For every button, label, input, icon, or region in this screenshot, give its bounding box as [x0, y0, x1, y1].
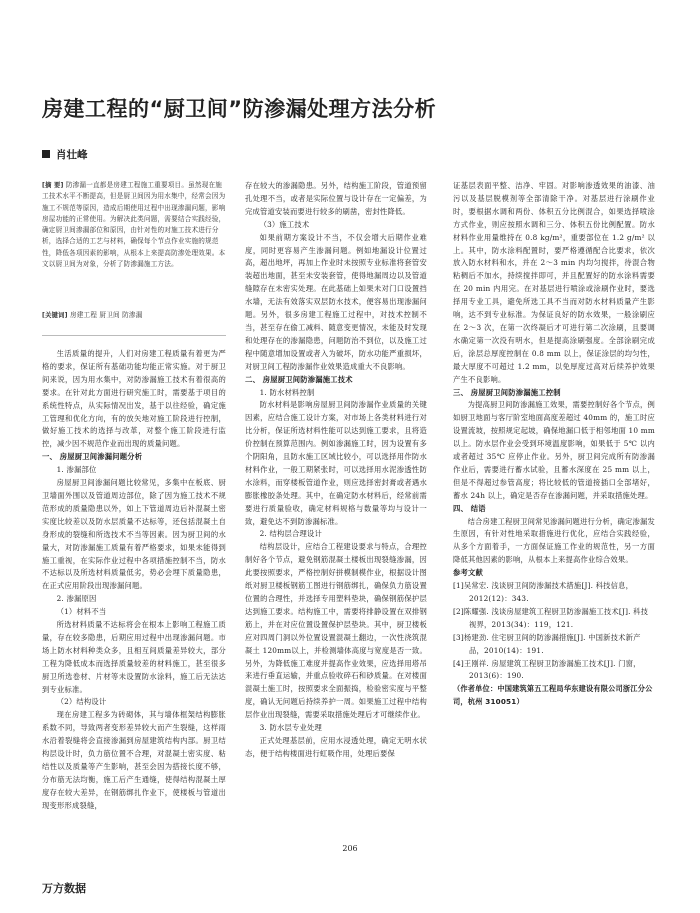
author-affiliation: （作者单位：中国建筑第五工程局华东建设有限公司浙江分公司，杭州 310051）	[453, 684, 653, 707]
paragraph: 结构层设计，应结合工程建设要求与特点，合理控制好各个节点，避免钢筋混凝土楼板出现裂缝渗漏，因此要按照要求，严格控制好拼模制模作业，根据设计图纸对厨卫楼板钢筋工图进行钢筋绑扎，确保负力筋设置位置的合理性，并选择专用塑料垫块，确保钢筋保护层达到施工要求。结构施工中，需要将排静设置在双排钢筋上，并在对应位置设置保护层垫块。其中，厨卫楼板应对四周门洞以外位置设置混凝土翻边，一次性浇筑混凝土 120mm以上，并检测墙体高度与宽度是否一致。另外，为降低施工难度并提高作业效果，应选择用塔吊来进行垂直运输，并重点验收碎石和砂质量。在对楼面混凝土施工时，按照要求全面振捣，检验密实度与平整度，确认无问题后持续养护一周。如果施工过程中结构层作业出现裂缝，需要采取措施处理后才可继续作业。	[245, 542, 427, 720]
subsection-heading: 2. 结构层合理设计	[259, 529, 322, 539]
paragraph: 现在房建工程多为砖砌体，其与墙体框架结构膨胀系数不同，导致两者变形差异较大而产生裂缝，这样雨水沿着裂缝将会直接渗漏到房屋建筑结构内部。厨卫结构层设计时，负力筋位置不合理，对混凝土密实度、粘结性以及质量等产生影响，甚至会因为搭接长度不够，分布筋无法均衡，施工后产生通缝，使得结构混凝土厚度存在较大差异，在钢筋绑扎作业下，使楼板与管道出现变形形成裂缝，	[42, 710, 226, 810]
section-heading-4: 四、 结语	[453, 503, 486, 513]
reference-item: [1]吴常宏. 浅谈厨卫间防渗漏技术措施[J]. 科技信息，2012(12)：343.	[453, 581, 634, 603]
reference-item: [4]王刚祥. 房屋建筑工程厨卫防渗漏施工技术[J]. 门窗，2013(6)：190.	[453, 658, 641, 681]
footer-logo: 万方数据	[42, 882, 86, 895]
paragraph: 如果前期方案设计不当，不仅会增大后期作业难度，同时更容易产生渗漏问题。例如地漏设计位置过高，超出地坪，再加上作业时未按照专业标准将套管安装超出地面，甚至未安装套管，使得地漏周边以及管道缝隙存在未密实处理。在此基础上如果未对门口设置挡水墙，无法有效落实双层防水技术，便容易出现渗漏问题。另外，很多房建工程施工过程中，对技术控制不当，甚至存在偷工减料、随意变更情况，未能及时发现和处理存在的渗漏隐患，问题防治不到位，以及施工过程中随意增加设置或者入为破坏，防水功能严重损坏，对厨卫间工程防渗漏作业效果造成重大不良影响。	[245, 232, 427, 371]
abstract	[42, 180, 226, 302]
subsubsection-heading: （2）结构设计	[56, 697, 107, 707]
subsection-heading: 2. 渗漏原因	[56, 594, 97, 604]
subsubsection-heading: （3）施工技术	[259, 219, 310, 229]
keywords	[42, 310, 226, 321]
column-right	[453, 180, 655, 709]
section-heading-2: 二、 房屋厨卫间防渗漏施工技术	[245, 374, 353, 384]
paragraph: 正式处理基层前，应用水浸透处理，确定无明水状态，便于结构楼面进行虹吸作用，处理后要保	[245, 735, 427, 758]
paragraph: 防水材料是影响房屋厨卫间防渗漏作业质量的关键因素，应结合施工设计方案，对市场上各类材料进行对比分析，保证所选材料性能可以达到施工要求，且将造价控制在预算范围内。例如渗漏施工时，因为设置有多个阴阳角，且防水施工区域比较小，可以选择用作防水材料作业，一般工期紧张时，可以选择用水泥渗透性防水涂料，而穿楼板管道作业，则应选择密封膏或者遇水膨胀橡胶条处理。其中，在确定防水材料后，经常前需要进行质量验收，确定材料规格与数量等均与设计一致，避免达不到防渗漏标准。	[245, 400, 427, 526]
abstract-tag: [摘 要]	[42, 182, 64, 189]
reference-item: [3]杨建劲. 住宅厨卫间的防渗漏措施[J]. 中国新技术新产品，2010(14)：191.	[453, 632, 641, 655]
subsection-heading: 3. 防水层专业处理	[259, 723, 322, 733]
intro-paragraph: 生活质量的提升，人们对房建工程质量有着更为严格的要求，保证所有基础功能均能正常实施。对于厨卫间来说，因为用水集中，对防渗漏施工技术有着很高的要求。在针对此方面进行研究施工时，需要基于项目的系统性特点，从实际情况出发，基于以往经验，确定施工管理和优化方向，有的放矢地对施工阶段进行控制，做好施工技术的选择与改革，对整个施工阶段进行监控，减少因不规范作业而出现的质量问题。	[42, 349, 226, 449]
section-heading-3: 三、 房屋厨卫间防渗漏施工控制	[453, 387, 561, 397]
divider	[42, 335, 226, 336]
keywords-text: 房建工程 厨卫间 防渗漏	[69, 311, 143, 319]
paragraph: 为提高厨卫间防渗漏施工效果，需要控制好各个节点，例如厨卫地面与客厅阶室地面高度差超过 40mm 的，施工时应设置流坡，按照规定起坡，确保地漏口低于相邻地面 10 mm 以上。防水层作业会受到环境温度影响，如果低于 5℃ 以内或者超过 35℃ 应停止作业。另外，厨卫间完成所有防渗漏作业后，需要进行蓄水试验，且蓄水深度在 25 mm 以上，但是不得超过参管高度；将比较低的管道接插口全部堵好，蓄水 24h 以上，确定是否存在渗漏问题，并采取措施处理。	[453, 400, 656, 500]
author-square-icon	[42, 150, 50, 158]
subsection-heading: 1. 渗漏部位	[56, 465, 97, 475]
reference-item: [2]陈耀强. 浅谈房屋建筑工程厨卫防渗漏施工技术[J]. 科技视界，2013(34)：119，121.	[453, 606, 649, 629]
keywords-tag: [关键词]	[42, 312, 68, 319]
author-line	[42, 147, 88, 162]
paragraph: 所选材料质量不达标将会在根本上影响工程施工质量，存在较多隐患，后期应用过程中出现渗漏问题。市场上防水材料种类众多，且相互间质量差异较大，部分工程为降低成本而选择质量较差的材料施工，甚至很多厨卫所选卷材、片材等未设置防水涂料，施工后无法达到专业标准。	[42, 620, 226, 694]
page-number: 206	[342, 844, 358, 853]
article-title: 房建工程的“厨卫间”防渗漏处理方法分析	[42, 97, 437, 121]
paragraph: 房屋厨卫间渗漏问题比较常见，多集中在板底、厨卫墙面外围以及管道周边部位，除了因为施工技术不规范形成的质量隐患以外，如上下管道周边后补混凝土密实度比较差以及防水层质量不达标等，还包括混凝土自身形成的裂缝和所选技术不当等因素。因为厨卫间的水量大，对防渗漏施工质量有着严格要求，如果未能得到施工重视，在实际作业过程中各项措施控制不当，防水不达标以及所选材料质量低劣，势必会埋下质量隐患，在正式应用阶段出现渗漏问题。	[42, 478, 226, 591]
paragraph: 证基层表面平整、洁净、牢固。对影响渗透效果的油漆、油污以及基层脱模剂等全部清除干净。对基层进行涂刷作业时，要根据水调和两份、体积五分比例混合，如果选择喷涂方式作业，则应按照水调和三分、体积五份比例配置。防水材料作业用量维持在 0.8 kg/m²，重要部位在 1.2 g/m² 以上。其中，防水涂料配置时，要严格遵循配合比要求，依次放入防水材料和水，并在 2～3 min 内均匀搅拌，待混合物粘稠后不加水，持续搅拌即可，并且配置好的防水涂料需要在 20 min 内用完。在对基层进行喷涂或涂刷作业时，要选择用专业工具，避免所选工具不当而对防水材料质量产生影响，达不到专业标准。为保证良好的防水效果，一般涂刷应在 2～3 次，在第一次终凝后才可进行第二次涂刷，且要调水确定第一次没有明水，但是提高涂刷强度。全部涂刷完成后，涂层总厚度控制在 0.8 mm 以上，保证涂层的均匀性，最大厚度不可超过 1.2 mm，以免厚度过高对后续养护效果产生不良影响。	[453, 181, 655, 384]
subsection-heading: 1. 防水材料控制	[259, 387, 315, 397]
column-middle	[245, 180, 427, 761]
paragraph: 存在较大的渗漏隐患。另外，结构施工阶段，管道预留孔处理不当，或者是实际位置与设计存在一定偏差，为完成管道安装而要进行较多的刷凿，密封性降低。	[245, 181, 427, 216]
abstract-text: 防渗漏一直都是房建工程施工重要项目。虽然现在施工技术水平不断提高，但是厨卫间因为用水集中，经常会因为施工不规范等原因，造成后期使用过程中出现渗漏问题，影响房屋功能的正常使用。为解决此类问题，需要结合实践经验，确定厨卫间渗漏部位和原因，由针对性的对施工技术进行分析，选择合适的工艺与材料，确保每个节点作业实施的规范性，降低各项因素的影响，从根本上来提高防渗处理效果。本文以厨卫间为对象，分析了防渗漏施工方法。	[42, 181, 226, 269]
paragraph: 结合房建工程厨卫间常见渗漏问题进行分析，确定渗漏发生原因，有针对性地采取措施进行优化，应结合实践经验，从多个方面着手，一方面保证施工作业的规范性，另一方面降低其他因素的影响，从根本上来提高作业综合效果。	[453, 516, 656, 565]
subsubsection-heading: （1）材料不当	[56, 607, 107, 617]
column-left	[42, 180, 226, 813]
author-name: 肖壮峰	[56, 149, 88, 161]
references-heading: 参考文献	[453, 568, 483, 578]
section-heading-1: 一、 房屋厨卫间渗漏问题分析	[42, 452, 143, 462]
